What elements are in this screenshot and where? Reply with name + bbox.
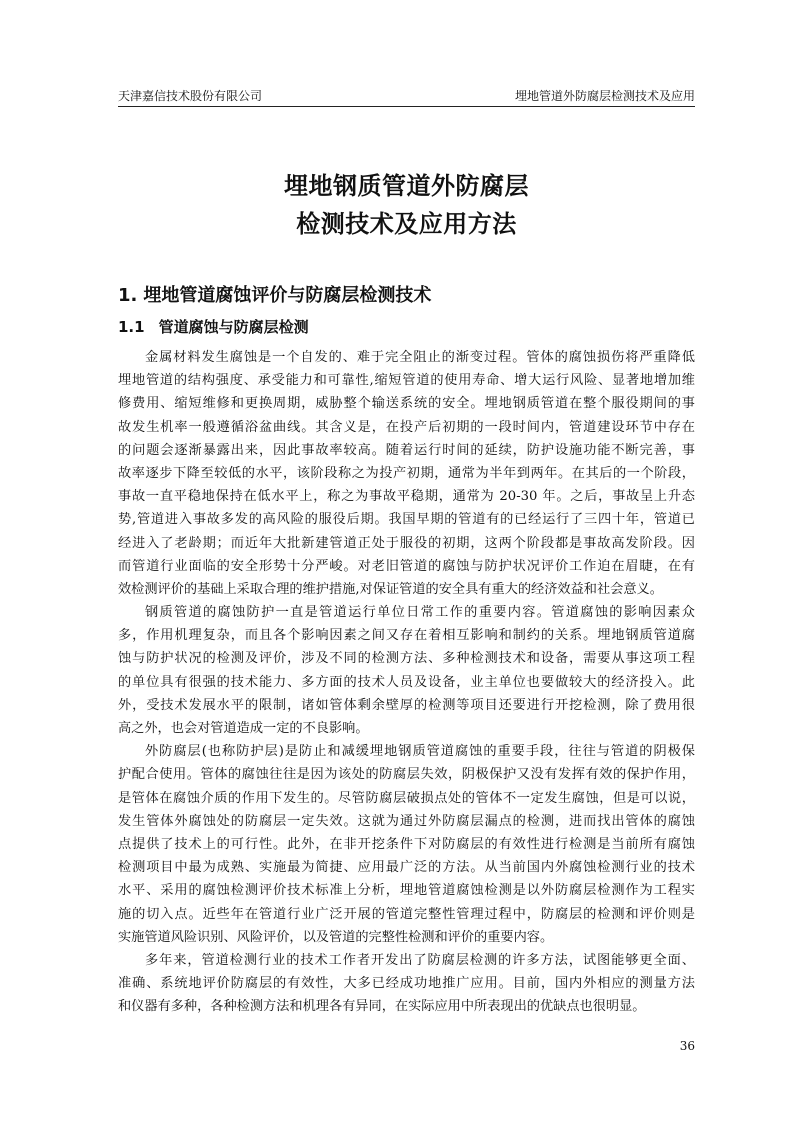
section-1-1-title: 管道腐蚀与防腐层检测: [158, 318, 309, 336]
page-header: [118, 86, 695, 107]
paragraph: [118, 346, 695, 601]
section-1-1-number: 1.1: [118, 318, 145, 336]
paragraph-line: 效检测评价的基础上采取合理的维护措施,对保证管道的安全具有重大的经济效益和社会意义。: [118, 581, 663, 597]
paragraph: [118, 949, 695, 1019]
paragraph-line: 金属材料发生腐蚀是一个自发的、难于完全阻止的渐变过程。管体的腐蚀损伤将严重降低: [145, 350, 695, 365]
paragraph-line: 多年来，管道检测行业的技术工作者开发出了防腐层检测的许多方法，试图能够更全面、: [145, 952, 695, 968]
paragraph-line: 修费用、缩短维修和更换周期，威胁整个输送系统的安全。埋地钢质管道在整个服役期间的事: [118, 396, 695, 412]
document-title: [118, 167, 695, 243]
section-1-1-heading: [118, 316, 695, 338]
section-1-title: 埋地管道腐蚀评价与防腐层检测技术: [143, 285, 432, 306]
paragraph-line: 点提供了技术上的可行性。此外，在非开挖条件下对防腐层的有效性进行检测是当前所有腐蚀: [118, 836, 695, 852]
paragraph-line: 实施管道风险识别、风险评价，以及管道的完整性检测和评价的重要内容。: [118, 929, 554, 945]
paragraph-line: 护配合使用。管体的腐蚀往往是因为该处的防腐层失效，阴极保护又没有发挥有效的保护作用，: [118, 767, 695, 783]
paragraph-line: 外，受技术发展水平的限制，诸如管体剩余壁厚的检测等项目还要进行开挖检测，除了费用很: [118, 697, 695, 713]
paragraph-line: 的单位具有很强的技术能力、多方面的技术人员及设备，业主单位也要做较大的经济投入。此: [118, 674, 695, 690]
paragraph-line: 钢质管道的腐蚀防护一直是管道运行单位日常工作的重要内容。管道腐蚀的影响因素众: [145, 605, 695, 621]
paragraph-line: 发生管体外腐蚀处的防腐层一定失效。这就为通过外防腐层漏点的检测，进而找出管体的腐蚀: [118, 813, 695, 829]
paragraph-line: 蚀与防护状况的检测及评价，涉及不同的检测方法、多种检测技术和设备，需要从事这项工程: [118, 651, 695, 667]
section-1-number: 1.: [118, 285, 138, 306]
header-company-name: 天津嘉信技术股份有限公司: [118, 89, 263, 103]
paragraph-line: 是管体在腐蚀介质的作用下发生的。尽管防腐层破损点处的管体不一定发生腐蚀，但是可以说，: [118, 790, 695, 806]
paragraph-line: 势,管道进入事故多发的高风险的服役后期。我国早期的管道有的已经运行了三四十年，管道已: [118, 512, 695, 528]
paragraph-line: 外防腐层(也称防护层)是防止和减缓埋地钢质管道腐蚀的重要手段，往往与管道的阴极保: [145, 744, 695, 760]
paragraph-line: 检测项目中最为成熟、实施最为简捷、应用最广泛的方法。从当前国内外腐蚀检测行业的技术: [118, 860, 695, 876]
paragraph-line: 经进入了老龄期；而近年大批新建管道正处于服役的初期，这两个阶段都是事故高发阶段。因: [118, 535, 695, 551]
paragraph: [118, 601, 695, 740]
paragraph-line: 故发生机率一般遵循浴盆曲线。其含义是，在投产后初期的一段时间内，管道建设环节中存在: [118, 419, 695, 435]
title-line-2: 检测技术及应用方法: [296, 210, 517, 238]
paragraph-line: 的问题会逐渐暴露出来，因此事故率较高。随着运行时间的延续，防护设施功能不断完善，事: [118, 442, 695, 458]
paragraph: [118, 740, 695, 949]
page-number: 36: [679, 1039, 695, 1053]
paragraph-line: 水平、采用的腐蚀检测评价技术标准上分析，埋地管道腐蚀检测是以外防腐层检测作为工程实: [118, 883, 695, 899]
title-line-1: 埋地钢质管道外防腐层: [284, 172, 529, 200]
paragraph-line: 高之外，也会对管道造成一定的不良影响。: [118, 721, 369, 736]
paragraph-line: 事故一直平稳地保持在低水平上，称之为事故平稳期，通常为 20-30 年。之后，事故呈上升态: [118, 489, 695, 505]
body-text: [118, 346, 695, 1018]
paragraph-line: 故率逐步下降至较低的水平，该阶段称之为投产初期，通常为半年到两年。在其后的一个阶段，: [118, 465, 695, 481]
paragraph-line: 准确、系统地评价防腐层的有效性，大多已经成功地推广应用。目前，国内外相应的测量方法: [118, 976, 695, 992]
paragraph-line: 而管道行业面临的安全形势十分严峻。对老旧管道的腐蚀与防护状况评价工作迫在眉睫，在有: [118, 558, 695, 574]
paragraph-line: 多，作用机理复杂，而且各个影响因素之间又存在着相互影响和制约的关系。埋地钢质管道腐: [118, 628, 695, 644]
paragraph-line: 施的切入点。近些年在管道行业广泛开展的管道完整性管理过程中，防腐层的检测和评价则是: [118, 906, 695, 922]
section-1-heading: [118, 283, 695, 309]
header-document-title: 埋地管道外防腐层检测技术及应用: [514, 89, 695, 103]
paragraph-line: 和仪器有多种，各种检测方法和机理各有异同，在实际应用中所表现出的优缺点也很明显。: [118, 999, 646, 1015]
paragraph-line: 埋地管道的结构强度、承受能力和可靠性,缩短管道的使用寿命、增大运行风险、显著地增加维: [118, 373, 695, 389]
